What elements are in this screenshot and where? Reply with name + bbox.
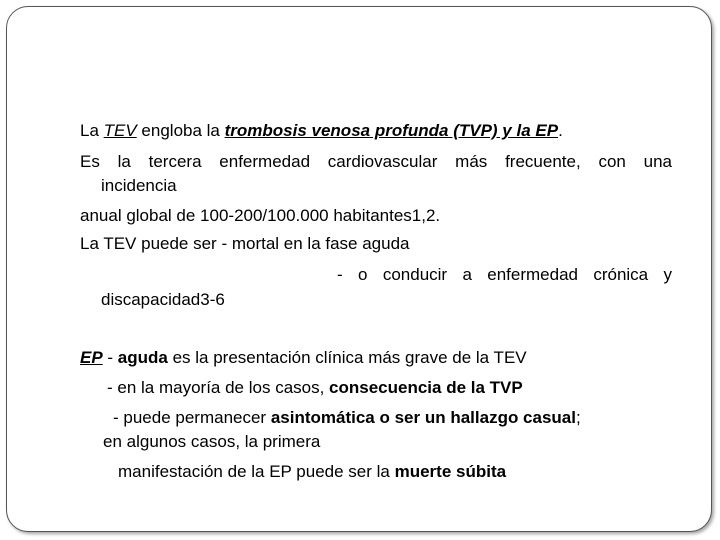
term-asymptomatic: asintomática o ser un hallazgo casual (270, 408, 576, 427)
text: engloba la (136, 121, 225, 140)
text: La (80, 121, 104, 140)
text: - puede permanecer (113, 408, 271, 427)
term-consequence: consecuencia de la TVP (329, 378, 523, 397)
text: - en la mayoría de los casos, (107, 378, 330, 397)
line-disability: discapacidad3-6 (101, 290, 225, 309)
line-frequency: Es la tercera enfermedad cardiovascular más frecuente, con una (80, 152, 672, 171)
line-first-case: en algunos casos, la primera (103, 432, 321, 451)
text: - (102, 348, 118, 367)
line-consequence (107, 378, 523, 398)
text: es la presentación clínica más grave de la TEV (167, 348, 527, 367)
term-ep: EP (80, 348, 103, 367)
text: ; (575, 408, 581, 427)
line-annual-rate: anual global de 100-200/100.000 habitantes1,2. (80, 206, 441, 225)
term-tev: TEV (103, 121, 137, 140)
term-sudden-death: muerte súbita (394, 462, 507, 481)
line-mortal: La TEV puede ser - mortal en la fase aguda (80, 234, 410, 253)
line-asymptomatic (113, 408, 581, 428)
line-incidence: incidencia (101, 176, 177, 195)
term-aguda: aguda (117, 348, 168, 367)
line-tev-definition (80, 121, 563, 141)
line-chronic: - o conducir a enfermedad crónica y (337, 265, 672, 284)
term-tvp-ep: trombosis venosa profunda (TVP) y la EP (224, 121, 559, 140)
line-sudden-death (118, 462, 506, 482)
text: manifestación de la EP puede ser la (118, 462, 395, 481)
text: . (558, 121, 563, 140)
line-ep-acute (80, 348, 527, 368)
